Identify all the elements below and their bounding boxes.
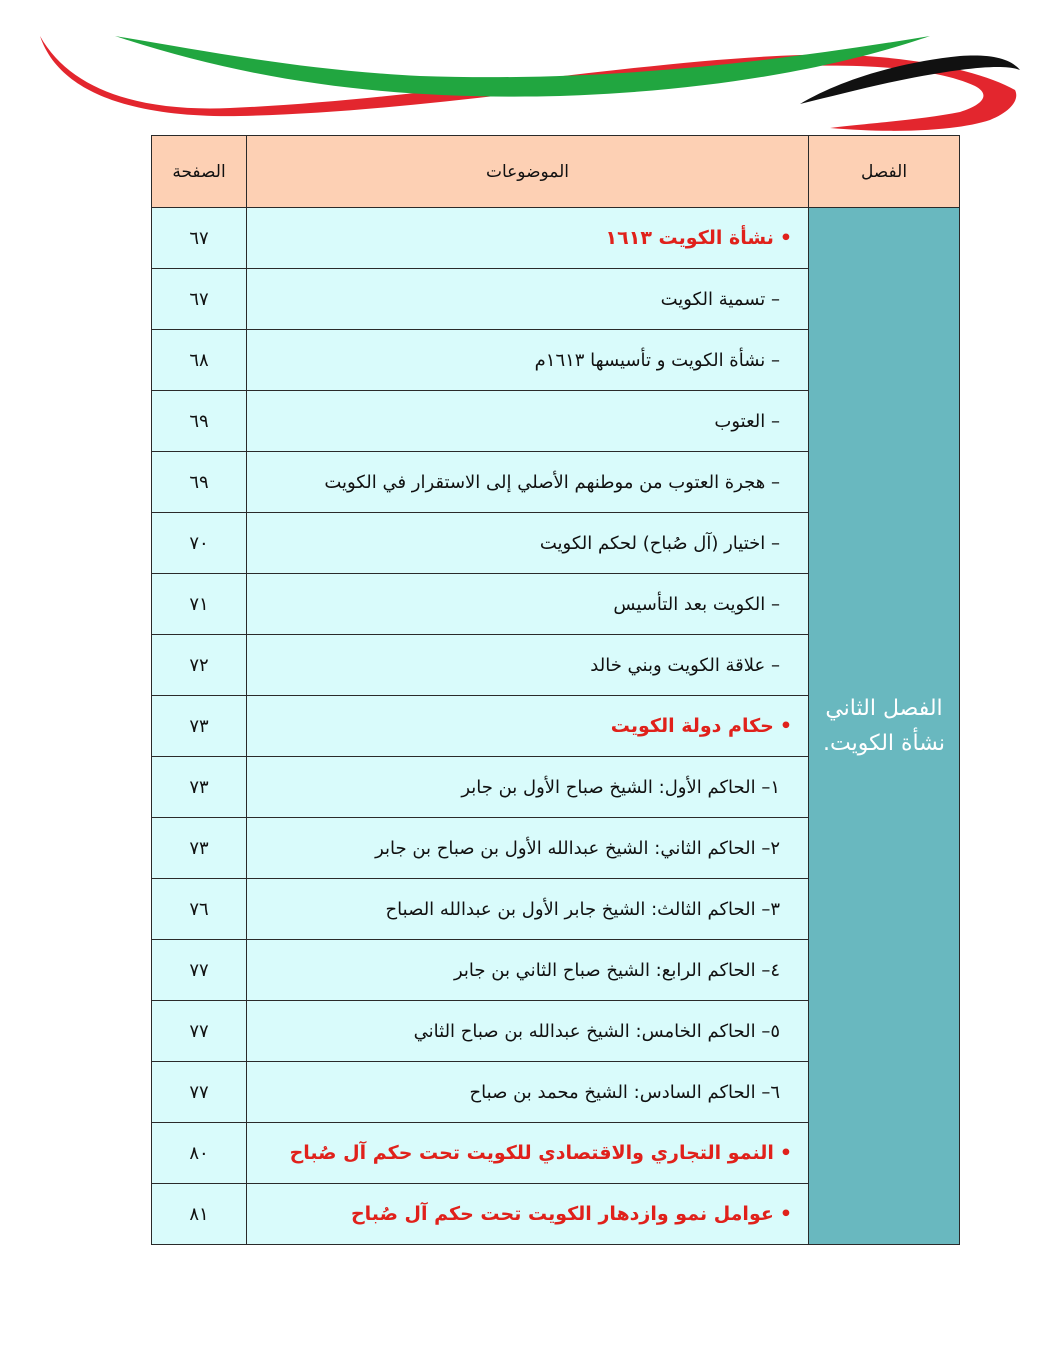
header-topics: الموضوعات (247, 136, 809, 208)
topic-text: – العتوب (714, 410, 780, 432)
topic-subitem (247, 818, 809, 879)
topic-text: – هجرة العتوب من موطنهم الأصلي إلى الاستقرار في الكويت (324, 471, 780, 493)
chapter-title: الفصل الثاني (825, 695, 943, 721)
page-number: ٦٧ (152, 208, 247, 269)
page-number: ٧١ (152, 574, 247, 635)
page-number: ٧٣ (152, 818, 247, 879)
topic-heading (247, 696, 809, 757)
chapter-cell (809, 208, 960, 1245)
page-number: ٦٨ (152, 330, 247, 391)
page-number: ٧٢ (152, 635, 247, 696)
bullet-icon: • (779, 1203, 792, 1225)
topic-text: – الكويت بعد التأسيس (613, 593, 780, 615)
page-number: ٦٩ (152, 391, 247, 452)
toc-body (152, 208, 960, 1245)
topic-subitem (247, 391, 809, 452)
topic-text: ٤– الحاكم الرابع: الشيخ صباح الثاني بن جابر (453, 959, 780, 981)
topic-subitem (247, 1001, 809, 1062)
page-number: ٨٠ (152, 1123, 247, 1184)
page-number: ٧٧ (152, 1001, 247, 1062)
topic-text: النمو التجاري والاقتصادي للكويت تحت حكم آل صُباح (289, 1142, 774, 1164)
page-number: ٨١ (152, 1184, 247, 1245)
bullet-icon: • (779, 715, 792, 737)
topic-subitem (247, 1062, 809, 1123)
topic-text: حكام دولة الكويت (610, 715, 774, 737)
header-row (152, 136, 960, 208)
topic-subitem (247, 330, 809, 391)
topic-text: عوامل نمو وازدهار الكويت تحت حكم آل صُباح (350, 1203, 774, 1225)
page-number: ٧٣ (152, 696, 247, 757)
topic-subitem (247, 452, 809, 513)
topic-subitem (247, 757, 809, 818)
table-row (152, 208, 960, 269)
page-number: ٦٧ (152, 269, 247, 330)
bullet-icon: • (779, 227, 792, 249)
page-number: ٦٩ (152, 452, 247, 513)
topic-subitem (247, 879, 809, 940)
topic-text: – علاقة الكويت وبني خالد (590, 654, 780, 676)
topic-text: ٣– الحاكم الثالث: الشيخ جابر الأول بن عبدالله الصباح (385, 898, 780, 920)
topic-text: نشأة الكويت ١٦١٣ (605, 227, 774, 249)
topic-subitem (247, 574, 809, 635)
topic-text: ٥– الحاكم الخامس: الشيخ عبدالله بن صباح الثاني (413, 1020, 780, 1042)
topic-text: – نشأة الكويت و تأسيسها ١٦١٣م (534, 349, 780, 371)
table-of-contents (151, 135, 960, 1245)
header-page: الصفحة (152, 136, 247, 208)
topic-text: ١– الحاكم الأول: الشيخ صباح الأول بن جابر (461, 776, 780, 798)
page-number: ٧٧ (152, 940, 247, 1001)
page-number: ٧٧ (152, 1062, 247, 1123)
topic-subitem (247, 635, 809, 696)
topic-subitem (247, 940, 809, 1001)
page-number: ٧٣ (152, 757, 247, 818)
topic-text: ٦– الحاكم السادس: الشيخ محمد بن صباح (469, 1081, 780, 1103)
topic-text: – تسمية الكويت (660, 288, 780, 310)
flag-ribbon-banner (0, 0, 1062, 140)
page-number: ٧٦ (152, 879, 247, 940)
green-ribbon (115, 36, 930, 97)
topic-subitem (247, 513, 809, 574)
chapter-subtitle: نشأة الكويت. (822, 731, 946, 756)
topic-heading (247, 1184, 809, 1245)
page-number: ٧٠ (152, 513, 247, 574)
topic-text: – اختيار (آل صُباح) لحكم الكويت (539, 532, 780, 554)
header-chapter: الفصل (809, 136, 960, 208)
bullet-icon: • (779, 1142, 792, 1164)
topic-subitem (247, 269, 809, 330)
topic-text: ٢– الحاكم الثاني: الشيخ عبدالله الأول بن صباح بن جابر (375, 837, 780, 859)
topic-heading (247, 208, 809, 269)
topic-heading (247, 1123, 809, 1184)
